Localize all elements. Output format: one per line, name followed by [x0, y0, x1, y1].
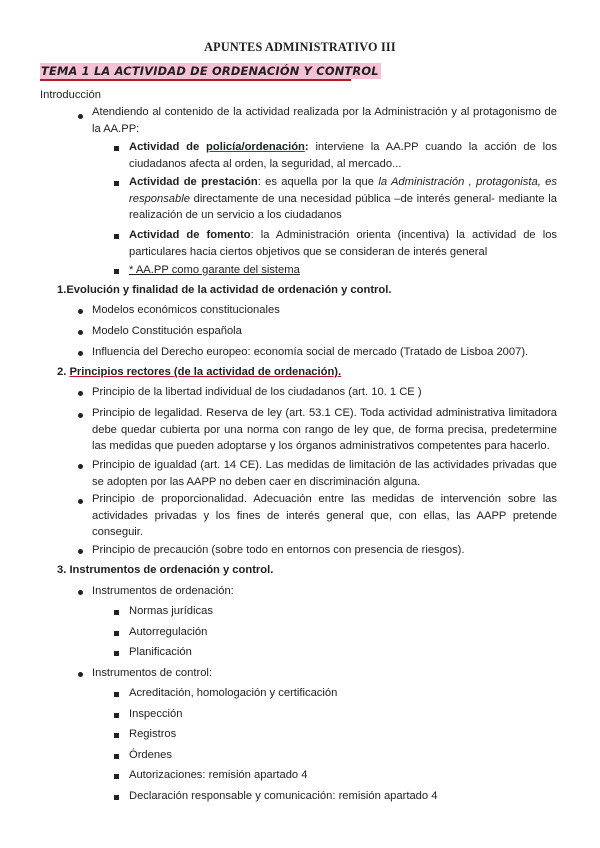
list-item: Modelos económicos constitucionales [92, 304, 280, 316]
bullet-icon [78, 499, 83, 504]
item-rest: interviene la AA.PP cuando la acción de los ciudadanos afecta al orden, la seguridad, al mercado... [129, 141, 557, 170]
bullet-icon [78, 391, 83, 396]
intro-label: Introducción [40, 89, 101, 101]
square-bullet-icon [114, 651, 119, 656]
square-bullet-icon [114, 754, 119, 759]
item-italic: la Administración , protagonista, es responsable [129, 176, 557, 205]
list-item: Autorregulación [129, 626, 208, 638]
ordenacion-label: Instrumentos de ordenación: [92, 585, 234, 597]
square-bullet-icon [114, 146, 119, 151]
item-bold: Actividad de fomento [129, 229, 251, 241]
square-bullet-icon [114, 733, 119, 738]
square-bullet-icon [114, 631, 119, 636]
square-bullet-icon [114, 795, 119, 800]
item-bold-underlined: policía/ordenación [206, 141, 305, 153]
item-bold: Actividad de [129, 141, 207, 153]
list-item: Principio de la libertad individual de los ciudadanos (art. 10. 1 CE ) [92, 386, 422, 398]
list-item: Órdenes [129, 749, 172, 761]
intro-item-policia [129, 139, 557, 172]
list-item: Inspección [129, 708, 183, 720]
square-bullet-icon [114, 234, 119, 239]
section-3-heading: 3. Instrumentos de ordenación y control. [57, 564, 274, 576]
section-1-heading: 1.Evolución y finalidad de la actividad de ordenación y control. [57, 284, 392, 296]
item-rest: directamente de una necesidad pública –de interés general- mediante la realización de un servicio a los ciudadanos [129, 192, 557, 221]
bullet-icon [78, 114, 83, 119]
list-item: Influencia del Derecho europeo: economía social de mercado (Tratado de Lisboa 2007). [92, 346, 529, 358]
bullet-icon [78, 464, 83, 469]
document-title: APUNTES ADMINISTRATIVO III [204, 40, 396, 54]
list-item: Principio de legalidad. Reserva de ley (art. 53.1 CE). Toda actividad administrativa limitadora debe quedar cubierta por una norma con rango de ley que, de forma precisa, predetermine las medidas que pueden adoptarse y los órganos administrativos competentes para hacerlo. [92, 407, 557, 452]
item-rest: : es aquella por la que [257, 176, 379, 188]
square-bullet-icon [114, 774, 119, 779]
section-2-heading [57, 366, 341, 378]
list-item: Principio de igualdad (art. 14 CE). Las medidas de limitación de las actividades privadas que se adopten por las AAPP no deben caer en discriminación alguna. [92, 459, 557, 488]
intro-item-fomento [129, 227, 557, 260]
bullet-icon [78, 351, 83, 356]
list-item: Registros [129, 728, 177, 740]
bullet-icon [78, 330, 83, 335]
square-bullet-icon [114, 610, 119, 615]
list-item: Planificación [129, 646, 192, 658]
control-label: Instrumentos de control: [92, 667, 213, 679]
square-bullet-icon [114, 269, 119, 274]
bullet-icon [78, 413, 83, 418]
tema-underline [40, 79, 351, 81]
intro-item-garante [129, 262, 300, 279]
list-item: Normas jurídicas [129, 605, 213, 617]
list-item: Principio de precaución (sobre todo en entornos con presencia de riesgos). [92, 544, 465, 556]
square-bullet-icon [114, 692, 119, 697]
bullet-icon [78, 549, 83, 554]
intro-item-prestacion [129, 174, 557, 224]
item-rest: : la Administración orienta (incentiva) la actividad de los particulares hacia ciertos objetivos que se consideran de interés general [129, 229, 558, 258]
bullet-icon [78, 590, 83, 595]
item-colon: : [304, 141, 309, 153]
section-2-title: Principios rectores (de la actividad de ordenación). [69, 366, 342, 378]
item-underlined: * AA.PP como garante del sistema [129, 264, 300, 276]
list-item: Modelo Constitución española [92, 325, 242, 337]
item-bold: Actividad de prestación [129, 176, 258, 188]
tema-heading: TEMA 1 LA ACTIVIDAD DE ORDENACIÓN Y CONTROL [41, 64, 379, 78]
list-item: Acreditación, homologación y certificación [129, 687, 338, 699]
bullet-icon [78, 672, 83, 677]
intro-lead: Atendiendo al contenido de la actividad realizada por la Administración y al protagonismo de la AA.PP: [92, 106, 557, 135]
square-bullet-icon [114, 713, 119, 718]
section-2-number: 2. [57, 366, 70, 378]
list-item: Autorizaciones: remisión apartado 4 [129, 769, 308, 781]
square-bullet-icon [114, 181, 119, 186]
list-item: Principio de proporcionalidad. Adecuación entre las medidas de intervención sobre las actividades privadas y los fines de interés general que, con ellas, las AAPP pretende conseguir. [92, 493, 557, 538]
bullet-icon [78, 309, 83, 314]
list-item: Declaración responsable y comunicación: remisión apartado 4 [129, 790, 438, 802]
